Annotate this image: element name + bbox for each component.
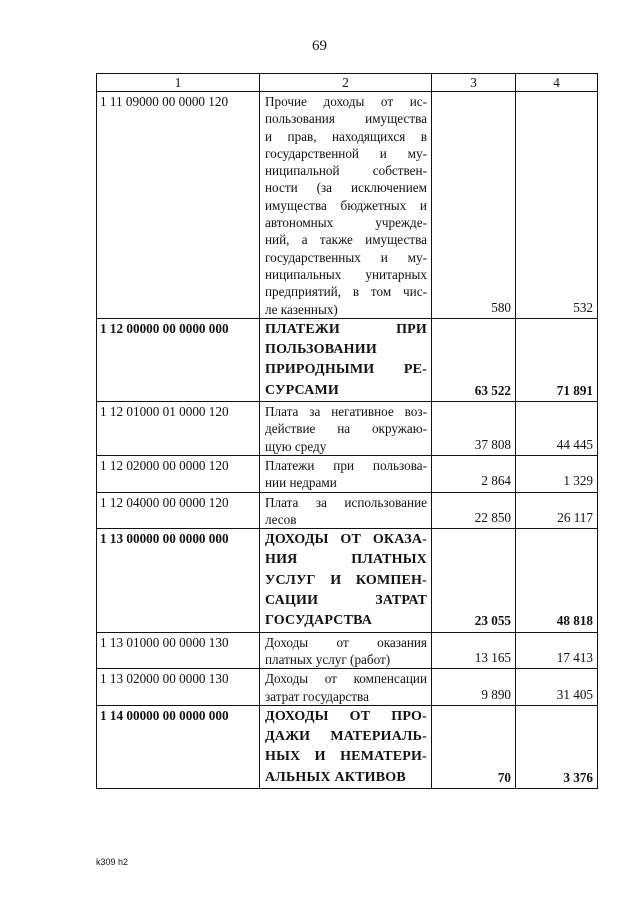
value-col3-cell: 2 864: [432, 455, 516, 492]
description-line: Прочие доходы от ис-: [265, 94, 427, 109]
table-body: [97, 92, 598, 789]
description-line: автономных учрежде-: [265, 215, 427, 231]
description-line: ДОХОДЫ ОТ ОКАЗА-: [265, 532, 427, 548]
description-line: действие на окружаю-: [265, 421, 427, 437]
table-header-row: [97, 74, 598, 92]
footer-code: k309 h2: [96, 857, 129, 867]
budget-code-cell: 1 13 01000 00 0000 130: [97, 632, 260, 669]
description-line: ГОСУДАРСТВА: [265, 613, 373, 629]
table-row: [97, 92, 598, 319]
value-col4-cell: 17 413: [516, 632, 598, 669]
value-col4-cell: 48 818: [516, 529, 598, 632]
table-row: [97, 402, 598, 456]
description-line: государственных и му-: [265, 249, 427, 265]
description-line: Плата за использование: [265, 494, 427, 510]
value-col3-cell: 22 850: [432, 492, 516, 529]
budget-code-cell: 1 12 00000 00 0000 000: [97, 318, 260, 401]
value-col4-cell: 44 445: [516, 402, 598, 456]
description-cell: [260, 318, 432, 401]
description-line: лесов: [265, 511, 297, 527]
budget-code-cell: 1 12 01000 01 0000 120: [97, 402, 260, 456]
table-row: [97, 632, 598, 669]
description-line: ле казенных): [265, 301, 338, 317]
description-cell: [260, 92, 432, 319]
description-line: щую среду: [265, 438, 327, 454]
description-line: Плата за негативное воз-: [265, 404, 427, 420]
description-cell: [260, 669, 432, 706]
budget-code-cell: 1 11 09000 00 0000 120: [97, 92, 260, 319]
value-col3-cell: 70: [432, 705, 516, 788]
budget-code-cell: 1 14 00000 00 0000 000: [97, 705, 260, 788]
page-number: 69: [312, 38, 327, 54]
value-col4-cell: 26 117: [516, 492, 598, 529]
description-line: ПОЛЬЗОВАНИИ: [265, 342, 377, 358]
budget-code-cell: 1 12 02000 00 0000 120: [97, 455, 260, 492]
description-cell: [260, 492, 432, 529]
description-line: и прав, находящихся в: [265, 128, 427, 144]
table-row: [97, 529, 598, 632]
description-line: НИЯ ПЛАТНЫХ: [265, 552, 427, 568]
description-line: нии недрами: [265, 475, 337, 491]
description-cell: [260, 529, 432, 632]
table-row: [97, 705, 598, 788]
description-line: Доходы от компенсации: [265, 671, 427, 687]
column-header-3: 3: [432, 74, 516, 92]
description-line: предприятий, в том чис-: [265, 284, 427, 300]
description-line: ний, а также имущества: [265, 232, 427, 248]
revenue-table: [96, 73, 598, 789]
description-line: ниципальных унитарных: [265, 266, 427, 282]
description-line: НЫХ И НЕМАТЕРИ-: [265, 749, 427, 765]
description-cell: [260, 402, 432, 456]
description-line: ПРИРОДНЫМИ РЕ-: [265, 362, 427, 378]
budget-code-cell: 1 13 02000 00 0000 130: [97, 669, 260, 706]
value-col4-cell: 31 405: [516, 669, 598, 706]
column-header-4: 4: [516, 74, 598, 92]
description-line: АЛЬНЫХ АКТИВОВ: [265, 769, 406, 785]
value-col4-cell: 532: [516, 92, 598, 319]
description-line: УСЛУГ И КОМПЕН-: [265, 572, 427, 588]
description-line: Платежи при пользова-: [265, 457, 427, 473]
description-line: пользования имущества: [265, 111, 427, 127]
budget-code-cell: 1 12 04000 00 0000 120: [97, 492, 260, 529]
description-line: ДАЖИ МАТЕРИАЛЬ-: [265, 729, 427, 745]
description-cell: [260, 632, 432, 669]
budget-code-cell: 1 13 00000 00 0000 000: [97, 529, 260, 632]
value-col4-cell: 3 376: [516, 705, 598, 788]
value-col4-cell: 71 891: [516, 318, 598, 401]
value-col4-cell: 1 329: [516, 455, 598, 492]
column-header-1: 1: [97, 74, 260, 92]
description-line: ности (за исключением: [265, 180, 427, 196]
description-line: имущества бюджетных и: [265, 197, 427, 213]
table-row: [97, 492, 598, 529]
value-col3-cell: 37 808: [432, 402, 516, 456]
description-cell: [260, 705, 432, 788]
table-row: [97, 318, 598, 401]
description-line: государственной и му-: [265, 145, 427, 161]
value-col3-cell: 23 055: [432, 529, 516, 632]
description-line: САЦИИ ЗАТРАТ: [265, 593, 427, 609]
column-header-2: 2: [260, 74, 432, 92]
description-line: Доходы от оказания: [265, 634, 427, 650]
value-col3-cell: 580: [432, 92, 516, 319]
description-line: платных услуг (работ): [265, 651, 391, 667]
description-line: ПЛАТЕЖИ ПРИ: [265, 321, 427, 337]
value-col3-cell: 9 890: [432, 669, 516, 706]
table-row: [97, 455, 598, 492]
description-line: затрат государства: [265, 688, 369, 704]
description-cell: [260, 455, 432, 492]
value-col3-cell: 63 522: [432, 318, 516, 401]
description-line: ДОХОДЫ ОТ ПРО-: [265, 708, 427, 724]
value-col3-cell: 13 165: [432, 632, 516, 669]
table-row: [97, 669, 598, 706]
description-line: ниципальной собствен-: [265, 163, 427, 179]
description-line: СУРСАМИ: [265, 382, 339, 398]
